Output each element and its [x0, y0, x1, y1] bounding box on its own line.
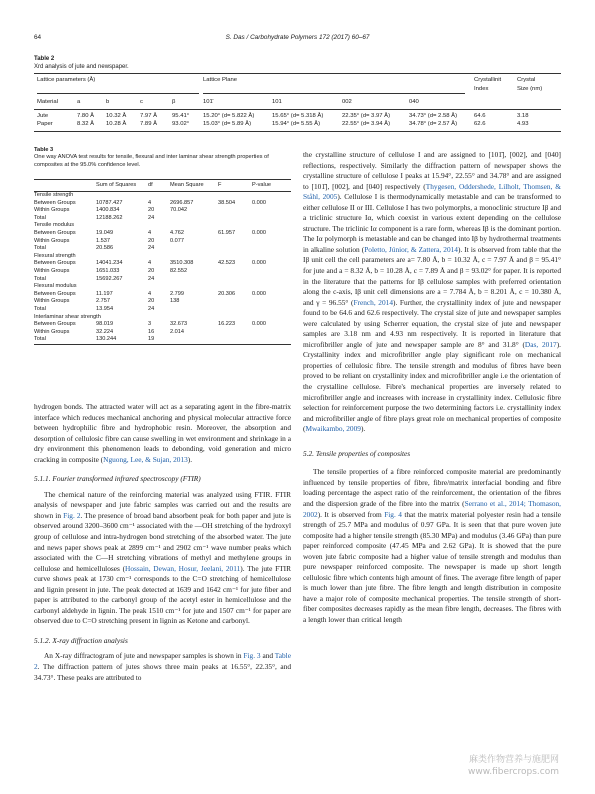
- table3-cell: [252, 298, 291, 306]
- table3-cell: [218, 276, 252, 284]
- watermark: [468, 754, 559, 778]
- table3-cell: [218, 238, 252, 246]
- table2-plane-underline: [203, 93, 465, 94]
- table3-cell: 10787.427: [96, 199, 123, 206]
- table3-caption: [34, 147, 296, 169]
- running-header: [34, 34, 561, 46]
- table3-row: [34, 321, 291, 329]
- table3-cell: 2.757: [96, 298, 110, 305]
- table3-row: [34, 245, 291, 253]
- table2-cell: 15.03° (d= 5.89 Å): [203, 121, 252, 127]
- table3-cell: [252, 268, 291, 276]
- table3-cell: 32.673: [170, 321, 188, 328]
- table3-cell: 20.586: [96, 245, 114, 252]
- text-run: The chemical nature of the reinforcing material was analyzed using FTIR. FTIR analysis of newspaper and jute fabric samples was carried out and the results are shown in: [34, 489, 291, 520]
- table3-cell: Between Groups: [34, 199, 76, 206]
- table3-cell: Total: [34, 305, 46, 312]
- table-link[interactable]: Table 2: [34, 651, 291, 672]
- table3-col-header: Mean Square: [170, 180, 218, 192]
- table3-cell: Within Groups: [34, 298, 70, 305]
- table2-cell: 4.93: [517, 121, 529, 127]
- table3-cell: Within Groups: [34, 207, 70, 214]
- table3-group-row: [34, 314, 291, 322]
- table3-cell: [170, 306, 218, 314]
- figure-link[interactable]: Fig. 3: [243, 651, 261, 661]
- table3-cell: 1.537: [96, 237, 110, 244]
- table3-cell: [252, 215, 291, 223]
- table2-col-101: 101: [272, 99, 282, 105]
- paragraph-moisture: [34, 402, 291, 465]
- table2-header-rule: [34, 109, 561, 110]
- citation-link[interactable]: French, 2014: [353, 297, 393, 307]
- table3-cell: [170, 336, 218, 344]
- table3-cell: 0.000: [252, 321, 266, 328]
- table3-row: [34, 336, 291, 344]
- table3-cell: 42.523: [218, 260, 236, 267]
- table3-cell: 11.197: [96, 290, 113, 297]
- text-run: ).: [360, 424, 366, 434]
- table3-cell: 3510.308: [170, 260, 194, 267]
- table2-lattice-underline: [37, 93, 199, 94]
- table3-cell: 4: [148, 229, 152, 236]
- journal-citation: S. Das / Carbohydrate Polymers 172 (2017) 60–67: [225, 34, 370, 41]
- table2-cell: 7.97 Å: [140, 113, 158, 119]
- table3-cell: [252, 238, 291, 246]
- table3-cell: [218, 306, 252, 314]
- table3-col-header: F: [218, 180, 252, 192]
- table3-cell: [218, 329, 252, 337]
- table2-cell: Jute: [37, 113, 49, 119]
- figure-link[interactable]: Fig. 2: [63, 510, 81, 520]
- table3-cell: Between Groups: [34, 229, 76, 236]
- text-run: An X-ray diffractogram of jute and newspaper samples is shown in: [44, 651, 244, 661]
- table3-cell: 0.000: [252, 229, 266, 236]
- table3-group-row: [34, 253, 291, 261]
- table3-cell: 20: [148, 207, 155, 214]
- section-heading-ftir: 5.1.1. Fourier transformed infrared spectroscopy (FTIR): [34, 474, 201, 484]
- table3-cell: Between Groups: [34, 290, 76, 297]
- table2-col-beta: β: [172, 99, 176, 105]
- citation-link[interactable]: Hossain, Dewan, Hosur, Jeelani, 2011: [125, 563, 241, 573]
- table3-cell: Between Groups: [34, 260, 76, 267]
- table3-col-header: P-value: [252, 180, 291, 192]
- table2-col-002: 002: [342, 99, 352, 105]
- table2-bottom-rule: [34, 131, 561, 132]
- text-run: ). Further, the crystallinity index of jute and newspaper found to be 64.6 and 62.6 respectively. The crystal size of jute and newspaper samples were calculated by using Scherrer equation, the crystal size of jute and newspaper samples are 3.18 nm and 4.93 nm respectively. It is reported in literature that microfibriller angle of jute and newspaper sample are 8° and 31.8° (: [303, 297, 561, 349]
- paragraph-tensile: [303, 467, 561, 625]
- table3-cell: 20.306: [218, 290, 236, 297]
- table3-cell: 24: [148, 305, 155, 312]
- table2-cell: 22.55° (d= 3.94 Å): [342, 121, 391, 127]
- table3-cell: 15692.267: [96, 275, 123, 282]
- table2-cell: 34.73° (d= 2.58 Å): [409, 113, 458, 119]
- table3-cell: [252, 245, 291, 253]
- table3-group-row: [34, 192, 291, 200]
- watermark-url: www.fibercrops.com: [468, 767, 559, 777]
- text-run: ). The jute FTIR curve shows peak at 1730 cm⁻¹ corresponds to the C=O stretching of hemicellulose and lignin present in jute. The peak detected at 1639 and 1642 cm⁻¹ for jute fiber and paper is attributed to the carbonyl group of the acetyl ester in hemicellulose and the carbonyl aldehyde in lignin. The peak 1510 cm⁻¹ for jute and 1507 cm⁻¹ for paper are observed due to C=O stretching present in lignin as Ketone and carbonyl.: [34, 563, 292, 626]
- table2-cell: 7.89 Å: [140, 121, 158, 127]
- table3-row: [34, 268, 291, 276]
- table3-cell: 4: [148, 260, 152, 267]
- table3-row: [34, 238, 291, 246]
- table3-row: [34, 306, 291, 314]
- table3-cell: [218, 298, 252, 306]
- table3-cell: Total: [34, 214, 46, 221]
- text-run: hydrogen bonds. The attracted water will act as a separating agent in the fibre-matrix interface which reduces mechanical anchoring and physical molecular attractive force between hydrophilic fibre and hydrophobic resin. Moreover, the absorption and desorption of cellulosic fibre can cause swelling in wet environment and shrinkage in a dry environment this phenomenon leads to debonding, void generation and micro cracking in composite (: [34, 402, 291, 464]
- table3-row: [34, 230, 291, 238]
- figure-link[interactable]: Fig. 4: [384, 509, 402, 519]
- table2-crystallinity-header-1: Crystallinit: [474, 77, 502, 83]
- table3-cell: Total: [34, 275, 46, 282]
- citation-link[interactable]: Mwaikambo, 2009: [305, 424, 361, 434]
- table2-col-101bar: 101̄: [203, 99, 213, 105]
- table3-cell: 3: [148, 321, 152, 328]
- text-run: ). Crystallinity index and microfibriller angle play significant role on mechanical properties of cellulosic fibre. The tensile strength and modulus of fibres have been proved to be reliant on crystallinity index and microfibriller angle i.e the orientation of the crystalline cellulose. Fibre's mechanical properties are inversely related to microfibriller angle and increases with increase in crystallinity index. Cellulosic fibre selection for reinforcement purpose the two determining factors i.e. crystallinity index and microfibriller angle of fibre plays great role on mechanical properties of composite (: [303, 339, 561, 434]
- table3-cell: 2.799: [170, 290, 184, 297]
- table3-label: Table 3: [34, 147, 54, 153]
- table3-cell: 16.223: [218, 321, 236, 328]
- table3-cell: Total: [34, 336, 96, 344]
- table2-cell: 10.32 Å: [106, 113, 127, 119]
- table3-cell: 138: [170, 298, 180, 305]
- table3-cell: [218, 215, 252, 223]
- table3-col-header: Sum of Squares: [96, 180, 148, 192]
- table3-cell: [218, 268, 252, 276]
- citation-link[interactable]: Thygesen, Oddershede, Lilholt, Thomsen, & Ståhl, 2005: [303, 181, 561, 202]
- text-run: The tensile properties of a fibre reinforced composite material are predominantly influenced by tensile properties of fibre, fibre/matrix interfacial bonding and fibre loading percentage the aspect ratio of the reinforcement, the orientation of the fibres and the dispersion grade of the fibre into the matrix (: [303, 467, 561, 508]
- table3-cell: [170, 245, 218, 253]
- table2-plane-header: Lattice Plane: [203, 77, 238, 83]
- table3-cell: Within Groups: [34, 267, 70, 274]
- table3-cell: Within Groups: [34, 237, 70, 244]
- text-run: . The diffraction pattern of jutes shows three main peaks at 16.55°, 22.35°, and 34.73°. These peaks are attributed to: [34, 662, 291, 682]
- table2-cell: 93.02°: [172, 121, 190, 127]
- table3-cell: 70.042: [170, 207, 188, 214]
- table3: [34, 179, 291, 345]
- table3-row: [34, 207, 291, 215]
- table3-cell: 24: [148, 275, 155, 282]
- watermark-chinese: 麻类作物营养与施肥网: [468, 755, 559, 765]
- table2-col-a: a: [77, 99, 81, 105]
- paragraph-ftir: [34, 490, 291, 627]
- table3-cell: 4: [148, 290, 152, 297]
- table2-caption: [34, 55, 334, 71]
- citation-link[interactable]: Das, 2017: [524, 339, 557, 349]
- table3-cell: [218, 207, 252, 215]
- table3-cell: 61.957: [218, 229, 236, 236]
- table3-cell: 2696.857: [170, 199, 194, 206]
- table2-col-material: Material: [37, 99, 58, 105]
- table3-cell: 130.244: [96, 336, 148, 344]
- table3-cell: 32.224: [96, 328, 114, 335]
- table3-cell: 12188.262: [96, 214, 123, 221]
- table3-cell: 20: [148, 237, 155, 244]
- table2-col-c: c: [140, 99, 143, 105]
- table2-cell: 3.18: [517, 113, 529, 119]
- table3-cell: 82.552: [170, 267, 188, 274]
- table3-group-label: Tensile strength: [34, 192, 74, 198]
- table2-cell: 62.6: [474, 121, 486, 127]
- text-run: that the matrix material polyester resin had a tensile strength of 25.7 MPa and modulus of 0.97 GPa. It is seen that that pure woven jute composite had a higher tensile strength (85.30 MPa) and modulus (3.46 GPa) than pure paper reinforced composite (47.45 MPa and 2.62 GPa). It is showed that the pure woven jute fabric composite had a higher value of tensile strength and modulus than pure newspaper reinforced composite. The newspaper is made up short length cellulosic fibre which contents high amount of fines. The average fibre length of paper is much lower than jute fibre. The fibre length and length distribution in composite have a major role of composite mechanical properties. The tensile strength of short-fiber composites decreases rapidly as the mean fibre length, decreases. The fibres with a length lower than critical length: [303, 509, 562, 624]
- paragraph-xrd: [34, 651, 291, 683]
- table3-cell: 4.762: [170, 229, 184, 236]
- text-run: ). It is observed from table that the Iβ unit cell the cell parameters are a= 7.80 Å, b = 10.32 Å, c = 7.97 Å and β = 95.41° for jute and a = 8.32 Å, b = 10.28 Å, c = 7.89 Å and β = 93.02° for paper. It is reported in the literature that the patterns for Iβ cellulose samples with preferred orientation along the c-axis, Iβ unit cell dimensions are a = 7.784 Å, b = 8.201 Å, c = 10.380 Å, and γ = 96.55° (: [303, 244, 562, 307]
- table3-row: [34, 298, 291, 306]
- table2-crystal-size-header-1: Crystal: [517, 77, 536, 83]
- table2-cell: 8.32 Å: [77, 121, 95, 127]
- paragraph-cellulose: [303, 150, 561, 435]
- table3-row: [34, 200, 291, 208]
- table2-crystal-size-header-2: Size (nm): [517, 86, 543, 92]
- table3-cell: 20: [148, 298, 155, 305]
- table2-cell: 7.80 Å: [77, 113, 95, 119]
- left-column: [34, 402, 291, 683]
- table3-cell: Between Groups: [34, 321, 76, 328]
- table3-row: [34, 276, 291, 284]
- table3-cell: [252, 329, 291, 337]
- table3-cell: [252, 276, 291, 284]
- citation-link[interactable]: Poletto, Júnior, & Zattera, 2014: [364, 244, 458, 254]
- table2-lattice-header: Lattice parameters (Å): [37, 77, 96, 83]
- table3-cell: [170, 215, 218, 223]
- table3-cell: 20: [148, 267, 155, 274]
- table3-cell: [252, 336, 291, 344]
- table2-cell: 15.94° (d= 5.55 Å): [272, 121, 321, 127]
- table3-cell: Within Groups: [34, 328, 70, 335]
- table3-cell: [170, 276, 218, 284]
- table2-crystallinity-header-2: Index: [474, 86, 489, 92]
- table2-cell: 10.28 Å: [106, 121, 127, 127]
- section-heading-tensile: 5.2. Tensile properties of composites: [303, 448, 411, 458]
- text-run: . The presence of broad band absorbent peak for both paper and jute is observed around 3200–3600 cm⁻¹ associated with the —OH stretching of the hydroxyl group of cellulose and intra-hydrogen bond stretching of the absorbed water. The jute and news paper shows peak at 2899 cm⁻¹ and 2902 cm⁻¹ wave number peaks which associated with the C—H stretching vibrations of methyl and methylene groups in cellulose and hemicelluloses (: [34, 510, 292, 573]
- table3-cell: 4: [148, 199, 152, 206]
- section-heading-xrd: 5.1.2. X-ray diffraction analysis: [34, 635, 128, 645]
- table2-top-rule: [34, 73, 561, 74]
- table3-group-row: [34, 222, 291, 230]
- right-column: [303, 150, 561, 626]
- table3-cell: 0.000: [252, 199, 266, 206]
- table3-cell: 24: [148, 245, 155, 252]
- page-number: 64: [34, 34, 42, 41]
- table3-cell: Total: [34, 245, 46, 252]
- text-run: and: [260, 651, 275, 661]
- table3-cell: [218, 336, 252, 344]
- table3-col-header: df: [148, 180, 170, 192]
- table2-cell: 22.35° (d= 3.97 Å): [342, 113, 391, 119]
- table3-col-header: [34, 180, 96, 192]
- table3-cell: 13.954: [96, 305, 114, 312]
- citation-link[interactable]: Serrano et al., 2014; Thomason, 2002: [303, 498, 561, 519]
- table3-cell: [252, 207, 291, 215]
- table3-group-row: [34, 283, 291, 291]
- table3-cell: 16: [148, 328, 155, 335]
- table3-cell: 19.049: [96, 229, 114, 236]
- table3-row: [34, 329, 291, 337]
- table3-group-label: Flexural strength: [34, 252, 76, 259]
- table3-cell: 2.014: [170, 328, 184, 335]
- table2-cell: 15.65° (d= 5.318 Å): [272, 113, 324, 119]
- table3-row: [34, 215, 291, 223]
- table2-cell: 64.6: [474, 113, 486, 119]
- text-run: ). Cellulose I is thermodynamically metastable and can be transformed to either cellulose II or III. Cellulose I has two polymorphs, a monoclinic structure Iβ and a triclinic structure Iα, which coexist in various extent depending on the cellulose structure. The triclinic Iα component is a rare form, whereas Iβ is the dominant portion. The Iα polymorph is metastable and can be changed into Iβ by hydrothermal treatments in alkaline solution (: [303, 192, 561, 254]
- table3-body: [34, 192, 291, 345]
- table3-cell: [218, 245, 252, 253]
- table3-cell: 19: [148, 336, 170, 344]
- text-run: the crystalline structure of cellulose I and are assigned to [101̄], [002], and [040] reflections, respectively. Similarly the diffraction pattern of newspaper shows the crystalline structure of cellulose I peaks at 15.94°, 22.55° and 34.78° and are assigned to [101̄], [002], and [040] respectively (: [303, 150, 561, 191]
- text-run: ). It is observed from: [317, 509, 385, 519]
- table3-group-label: Flexural modulus: [34, 283, 77, 290]
- table3-cell: 1651.033: [96, 267, 120, 274]
- table3-group-label: Interlaminar shear strength: [34, 313, 101, 320]
- table2-col-040: 040: [409, 99, 419, 105]
- text-run: ).: [187, 454, 193, 464]
- table3-cell: 0.077: [170, 237, 184, 244]
- table3-cell: [252, 306, 291, 314]
- table3-row: [34, 291, 291, 299]
- table2-cell: 95.41°: [172, 113, 190, 119]
- table2-cell: 34.78° (d= 2.57 Å): [409, 121, 458, 127]
- table2-cell: Paper: [37, 121, 53, 127]
- table3-row: [34, 260, 291, 268]
- table3-cell: 38.504: [218, 199, 236, 206]
- table2-col-b: b: [106, 99, 110, 105]
- table3-title: One way ANOVA test results for tensile, flexural and inter laminar shear strength properties of composites at the 95.0% confidence level.: [34, 154, 269, 168]
- table3-cell: 0.000: [252, 290, 266, 297]
- table2-label: Table 2: [34, 56, 55, 62]
- table3-cell: 98.019: [96, 321, 114, 328]
- table2-cell: 15.20° (d= 5.822 Å): [203, 113, 255, 119]
- table3-cell: 24: [148, 214, 155, 221]
- table3-cell: 1400.834: [96, 207, 120, 214]
- table3-header-row: [34, 180, 291, 192]
- table3-cell: 14041.234: [96, 260, 123, 267]
- citation-link[interactable]: Nguong, Lee, & Sujan, 2013: [103, 454, 188, 464]
- table2-title: Xrd analysis of jute and newspaper.: [34, 64, 129, 70]
- table3-cell: 0.000: [252, 260, 266, 267]
- table3-group-label: Tensile modulus: [34, 222, 75, 229]
